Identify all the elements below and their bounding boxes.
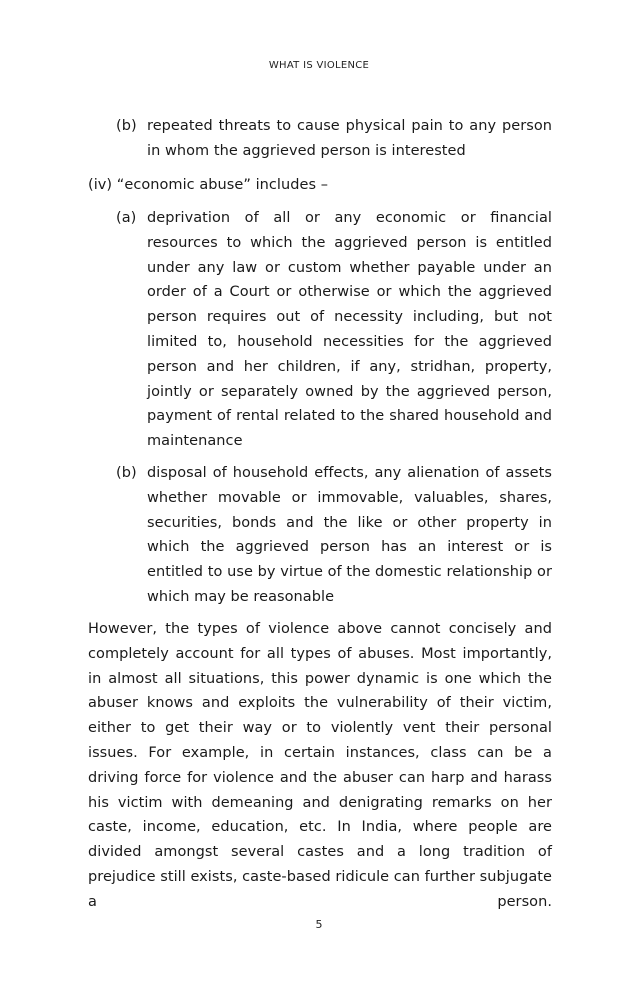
clause-text: deprivation of all or any economic or ﬁnancial resources to which the aggrieved person is entitled under any law or custom whether payable under an order of a Court or otherwise or which the aggrieved person requires out of necessity including, but not limited to, household necessities for the aggrieved person and her children, if any, stridhan, property, jointly or separately owned by the aggrieved person, payment of rental related to the shared household and maintenance [147,210,552,450]
body-paragraph: However, the types of violence above cannot concisely and completely account for all types of abuses. Most importantly, in almost all situations, this power dynamic is one which the abuser knows and exploits the vulnerability of their victim, either to get their way or to violently vent their personal issues. For example, in certain instances, class can be a driving force for violence and the abuser can harp and harass his victim with demeaning and denigrating remarks on her caste, income, education, etc. In India, where people are divided amongst several castes and a long tradition of prejudice still exists, caste-based ridicule can further subjugate a person. [88,621,552,910]
clause-b-disposal [116,461,552,610]
clause-label: (a) [116,210,137,226]
clause-text: repeated threats to cause physical pain to any person in whom the aggrieved person is interested [147,118,552,159]
clause-b-threats [116,114,552,164]
clause-label: (b) [116,465,137,481]
clause-label: (b) [116,118,137,134]
running-header: WHAT IS VIOLENCE [268,60,370,71]
clause-a-deprivation [116,206,552,454]
page-number: 5 [315,918,323,931]
clause-iv-heading: (iv) “economic abuse” includes – [88,177,329,193]
clause-text: disposal of household effects, any alienation of assets whether movable or immovable, valuables, shares, securities, bonds and the like or other property in which the aggrieved person has an interest or is entitled to use by virtue of the domestic relationship or which may be reasonable [147,465,552,605]
